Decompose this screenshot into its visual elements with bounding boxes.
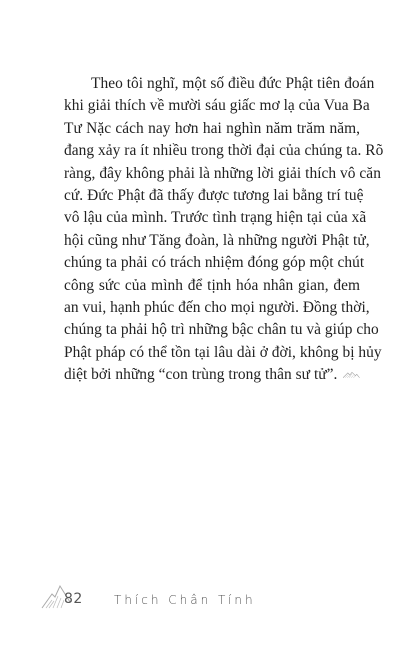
text-line: chúng ta phải hộ trì những bậc chân tu và giúp cho [64,321,379,339]
text-line: đang xảy ra ít nhiều trong thời đại của chúng ta. Rõ [64,142,384,160]
mountain-ornament-icon [343,370,360,380]
page-number: 82 [64,591,83,607]
text-line: diệt bởi những “con trùng trong thân sư tử”. [64,366,338,384]
text-line: khi giải thích về mười sáu giấc mơ lạ của Vua Ba [64,97,370,115]
body-paragraph [64,73,384,386]
author-name: Thích Chân Tính [114,593,256,607]
text-line: Tư Nặc cách nay hơn hai nghìn năm trăm năm, [64,119,360,137]
text-line: hội cũng như Tăng đoàn, là những người Phật tử, [64,231,370,249]
text-line: công sức của mình để tịnh hóa nhân gian, đem [64,276,360,294]
text-line: Phật pháp có thể tồn tại lâu dài ở đời, không bị hủy [64,343,382,361]
page-footer [40,578,340,618]
text-line: ràng, đây không phải là những lời giải thích vô căn [64,164,381,182]
text-line-last [64,364,360,386]
text-line: chúng ta phải có trách nhiệm đóng góp một chút [64,254,365,272]
text-line: cứ. Đức Phật đã thấy được tương lai bằng trí tuệ [64,186,364,204]
text-line: Theo tôi nghĩ, một số điều đức Phật tiên đoán [91,75,375,92]
text-line: vô lậu của mình. Trước tình trạng hiện tại của xã [64,209,367,227]
text-line: an vui, hạnh phúc đến cho mọi người. Đồng thời, [64,298,370,316]
